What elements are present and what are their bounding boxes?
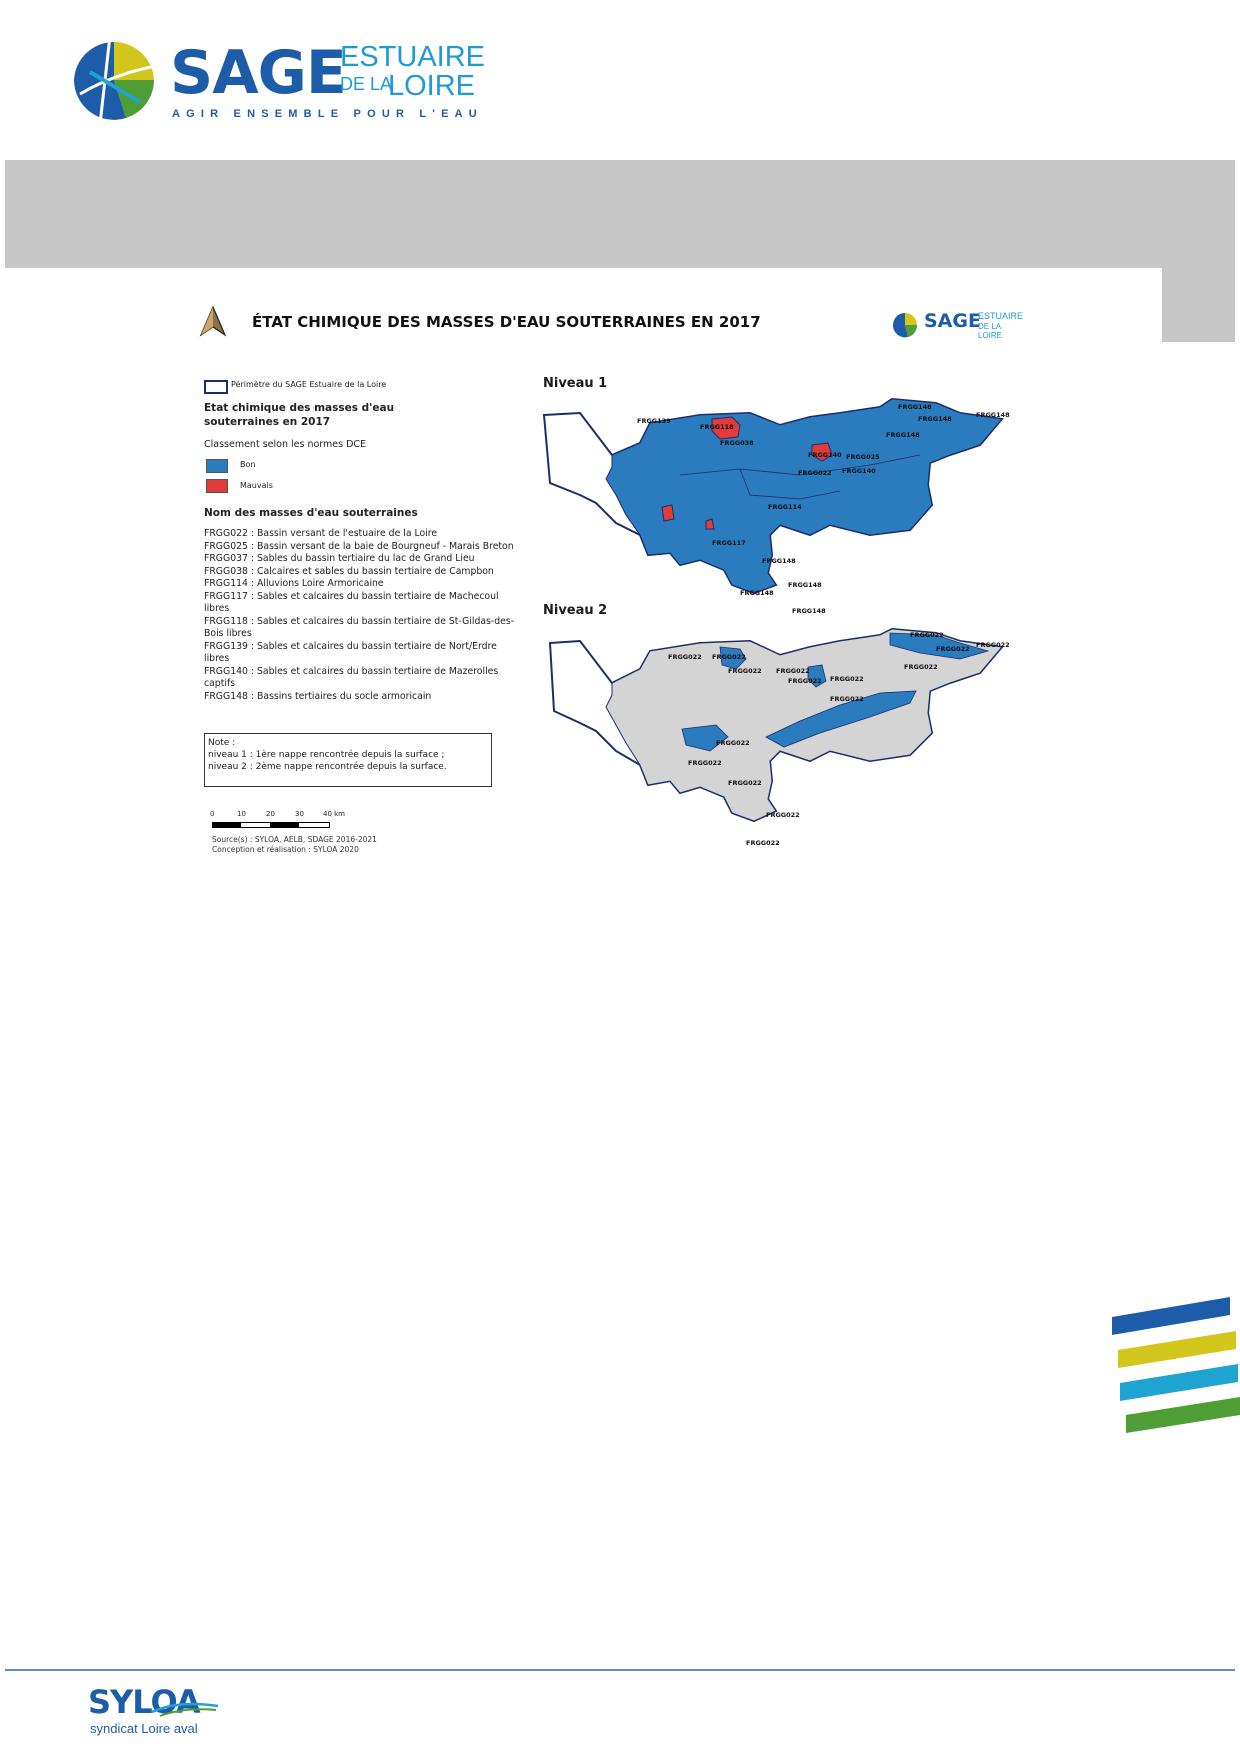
source-text: Source(s) : SYLOA, AELB, SDAGE 2016-2021 xyxy=(212,835,377,844)
mauvais-zone xyxy=(706,519,714,529)
logo-de-la-word: DE LA xyxy=(340,74,393,94)
syloa-swoosh-icon xyxy=(150,1690,220,1720)
mini-sage-logo xyxy=(892,308,1022,342)
map-label: FRGG117 xyxy=(712,539,746,547)
names-title: Nom des masses d'eau souterraines xyxy=(204,507,418,519)
bon-swatch xyxy=(206,459,228,473)
scale-tick: 40 km xyxy=(323,810,346,818)
legend-classification: Classement selon les normes DCE xyxy=(204,439,367,450)
map-label: FRGG022 xyxy=(936,645,970,653)
map-label: FRGG140 xyxy=(842,467,876,475)
map-label: FRGG118 xyxy=(700,423,734,431)
scale-bar-segment xyxy=(212,823,241,827)
sage-emblem-icon xyxy=(70,32,158,124)
north-arrow-icon xyxy=(198,305,228,339)
list-item: libres xyxy=(204,603,230,614)
list-item: FRGG037 : Sables du bassin tertiaire du lac de Grand Lieu xyxy=(204,553,475,564)
map-label: FRGG148 xyxy=(740,589,774,597)
map-label: FRGG022 xyxy=(830,675,864,683)
map-label: FRGG148 xyxy=(898,403,932,411)
note-line: Note : xyxy=(208,738,236,748)
logo-tagline: AGIR ENSEMBLE POUR L'EAU xyxy=(172,108,483,120)
list-item: FRGG140 : Sables et calcaires du bassin tertiaire de Mazerolles xyxy=(204,665,499,677)
map-label: FRGG022 xyxy=(830,695,864,703)
header-banner xyxy=(5,160,1235,268)
mini-logo-loire-word: DE LA LOIRE xyxy=(978,322,1003,340)
map-label: FRGG148 xyxy=(886,431,920,439)
scale-tick: 20 xyxy=(266,810,275,818)
perimeter-label: Périmètre du SAGE Estuaire de la Loire xyxy=(231,380,387,389)
scale-tick: 30 xyxy=(295,810,304,818)
map-niveau-2 xyxy=(540,625,1020,855)
niveau1-label: Niveau 1 xyxy=(543,376,608,391)
list-item: FRGG025 : Bassin versant de la baie de Bourgneuf - Marais Breton xyxy=(204,540,514,552)
mauvais-zone xyxy=(662,505,674,521)
map-label: FRGG022 xyxy=(728,779,762,787)
bon-zone xyxy=(606,399,1002,593)
map-label: FRGG114 xyxy=(768,503,802,511)
syloa-logo-word: SYLOA xyxy=(88,1683,200,1721)
map-label: FRGG022 xyxy=(728,667,762,675)
map-label: FRGG148 xyxy=(792,607,826,615)
map-label: FRGG038 xyxy=(720,439,754,447)
map-label: FRGG022 xyxy=(776,667,810,675)
map-label: FRGG022 xyxy=(766,811,800,819)
map-label: FRGG022 xyxy=(688,759,722,767)
scale-tick: 10 xyxy=(237,810,246,818)
map-label: FRGG022 xyxy=(788,677,822,685)
map-label: FRGG022 xyxy=(716,739,750,747)
map-label: FRGG148 xyxy=(762,557,796,565)
map-label: FRGG148 xyxy=(788,581,822,589)
map-label: FRGG022 xyxy=(976,641,1010,649)
syloa-subtitle: syndicat Loire aval xyxy=(90,1721,198,1736)
map-label: FRGG022 xyxy=(712,653,746,661)
legend-title: Etat chimique des masses d'eau souterraines en 2017 xyxy=(204,402,395,428)
logo-loire-word: LOIRE xyxy=(388,70,476,102)
map-label: FRGG022 xyxy=(668,653,702,661)
map-label: FRGG140 xyxy=(808,451,842,459)
note-line: niveau 2 : 2ème nappe rencontrée depuis la surface. xyxy=(208,762,447,772)
list-item: FRGG022 : Bassin versant de l'estuaire de la Loire xyxy=(204,528,438,539)
list-item: FRGG118 : Sables et calcaires du bassin tertiaire de St-Gildas-des- xyxy=(204,615,515,627)
list-item: FRGG038 : Calcaires et sables du bassin tertiaire de Campbon xyxy=(204,565,494,577)
scale-bar xyxy=(210,810,355,832)
map-label: FRGG022 xyxy=(798,469,832,477)
map-label: FRGG022 xyxy=(910,631,944,639)
list-item: libres xyxy=(204,653,230,664)
list-item: FRGG117 : Sables et calcaires du bassin tertiaire de Machecoul xyxy=(204,590,499,602)
list-item: captifs xyxy=(204,678,236,689)
logo-sage-word: SAGE xyxy=(170,38,346,108)
note-line: niveau 1 : 1ère nappe rencontrée depuis la surface ; xyxy=(208,750,445,760)
names-list xyxy=(204,528,534,703)
scale-bar-segment xyxy=(270,823,299,827)
note-box xyxy=(204,733,492,787)
list-item: FRGG114 : Alluvions Loire Armoricaine xyxy=(204,578,384,589)
mini-logo-sage-word: SAGE xyxy=(924,310,981,332)
mauvais-label: Mauvais xyxy=(240,481,273,490)
bon-label: Bon xyxy=(240,460,256,469)
map-label: FRGG022 xyxy=(746,839,780,847)
map-label: FRGG139 xyxy=(637,417,671,425)
map-title: ÉTAT CHIMIQUE DES MASSES D'EAU SOUTERRAINES EN 2017 xyxy=(252,313,761,331)
list-item: FRGG148 : Bassins tertiaires du socle armoricain xyxy=(204,690,432,702)
footer-divider xyxy=(5,1669,1235,1671)
mini-logo-estuaire-word: ESTUAIRE xyxy=(978,311,1024,321)
list-item: FRGG139 : Sables et calcaires du bassin tertiaire de Nort/Erdre xyxy=(204,640,497,652)
mauvais-swatch xyxy=(206,479,228,493)
logo-estuaire-word: ESTUAIRE xyxy=(340,41,486,73)
map-niveau-1 xyxy=(540,395,1020,625)
map-label: FRGG148 xyxy=(918,415,952,423)
mini-sage-emblem-icon xyxy=(892,312,918,338)
map-label: FRGG025 xyxy=(846,453,880,461)
niveau2-label: Niveau 2 xyxy=(543,603,608,618)
map-label: FRGG148 xyxy=(976,411,1010,419)
credits-text: Conception et réalisation : SYLOA 2020 xyxy=(212,845,359,854)
list-item: Bois libres xyxy=(204,628,252,639)
map-label: FRGG022 xyxy=(904,663,938,671)
perimeter-swatch xyxy=(204,380,228,394)
banner-tab xyxy=(1162,268,1235,342)
scale-tick: 0 xyxy=(210,810,215,818)
decorative-stripes xyxy=(1110,1295,1240,1435)
sage-logo xyxy=(70,32,490,124)
